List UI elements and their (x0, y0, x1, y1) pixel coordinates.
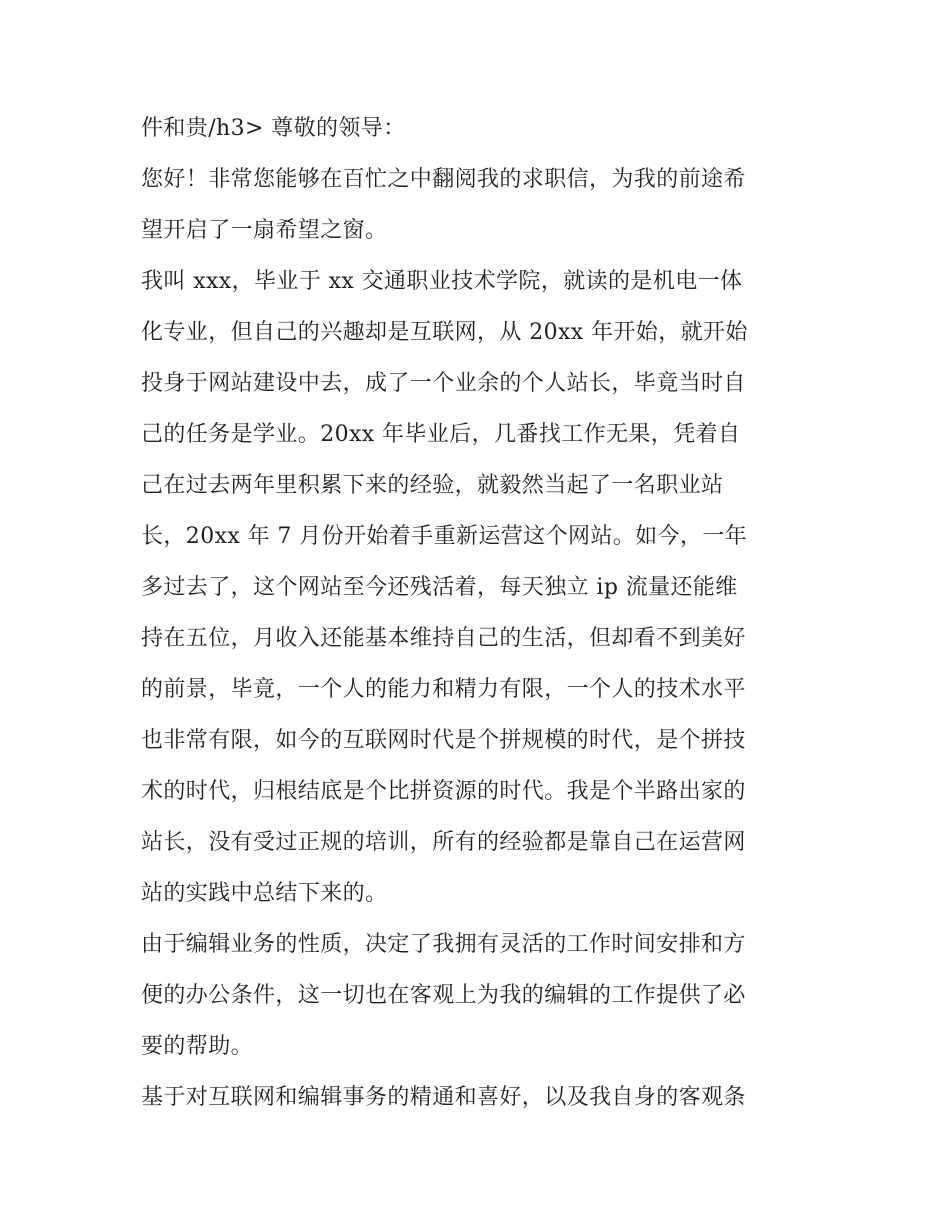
text-line: 术的时代，归根结底是个比拼资源的时代。我是个半路出家的 (141, 779, 746, 804)
text-line: 长，20xx 年 7 月份开始着手重新运营这个网站。如今，一年 (141, 524, 748, 549)
text-line: 站的实践中总结下来的。 (141, 881, 388, 906)
text-line: 我叫 xxx，毕业于 xx 交通职业技术学院，就读的是机电一体 (141, 269, 743, 294)
text-line: 化专业，但自己的兴趣却是互联网，从 20xx 年开始，就开始 (141, 320, 748, 345)
text-line: 己在过去两年里积累下来的经验，就毅然当起了一名职业站 (141, 473, 724, 498)
text-line: 投身于网站建设中去，成了一个业余的个人站长，毕竟当时自 (141, 371, 746, 396)
text-line: 多过去了，这个网站至今还残活着，每天独立 ip 流量还能维 (141, 575, 738, 600)
text-line: 持在五位，月收入还能基本维持自己的生活，但却看不到美好 (141, 626, 746, 651)
text-line: 站长，没有受过正规的培训，所有的经验都是靠自己在运营网 (141, 830, 746, 855)
text-line: 件和贵/h3> 尊敬的领导： (141, 116, 406, 141)
text-line: 望开启了一扇希望之窗。 (141, 218, 388, 243)
text-line: 您好！非常您能够在百忙之中翻阅我的求职信，为我的前途希 (141, 167, 746, 192)
text-line: 也非常有限，如今的互联网时代是个拼规模的时代，是个拼技 (141, 728, 746, 753)
text-line: 己的任务是学业。20xx 年毕业后，几番找工作无果，凭着自 (141, 422, 741, 447)
text-line: 的前景，毕竟，一个人的能力和精力有限，一个人的技术水平 (141, 677, 746, 702)
text-line: 由于编辑业务的性质，决定了我拥有灵活的工作时间安排和方 (141, 932, 746, 957)
text-line: 要的帮助。 (141, 1034, 254, 1059)
text-line: 基于对互联网和编辑事务的精通和喜好，以及我自身的客观条 (141, 1085, 746, 1110)
text-line: 便的办公条件，这一切也在客观上为我的编辑的工作提供了必 (141, 983, 746, 1008)
